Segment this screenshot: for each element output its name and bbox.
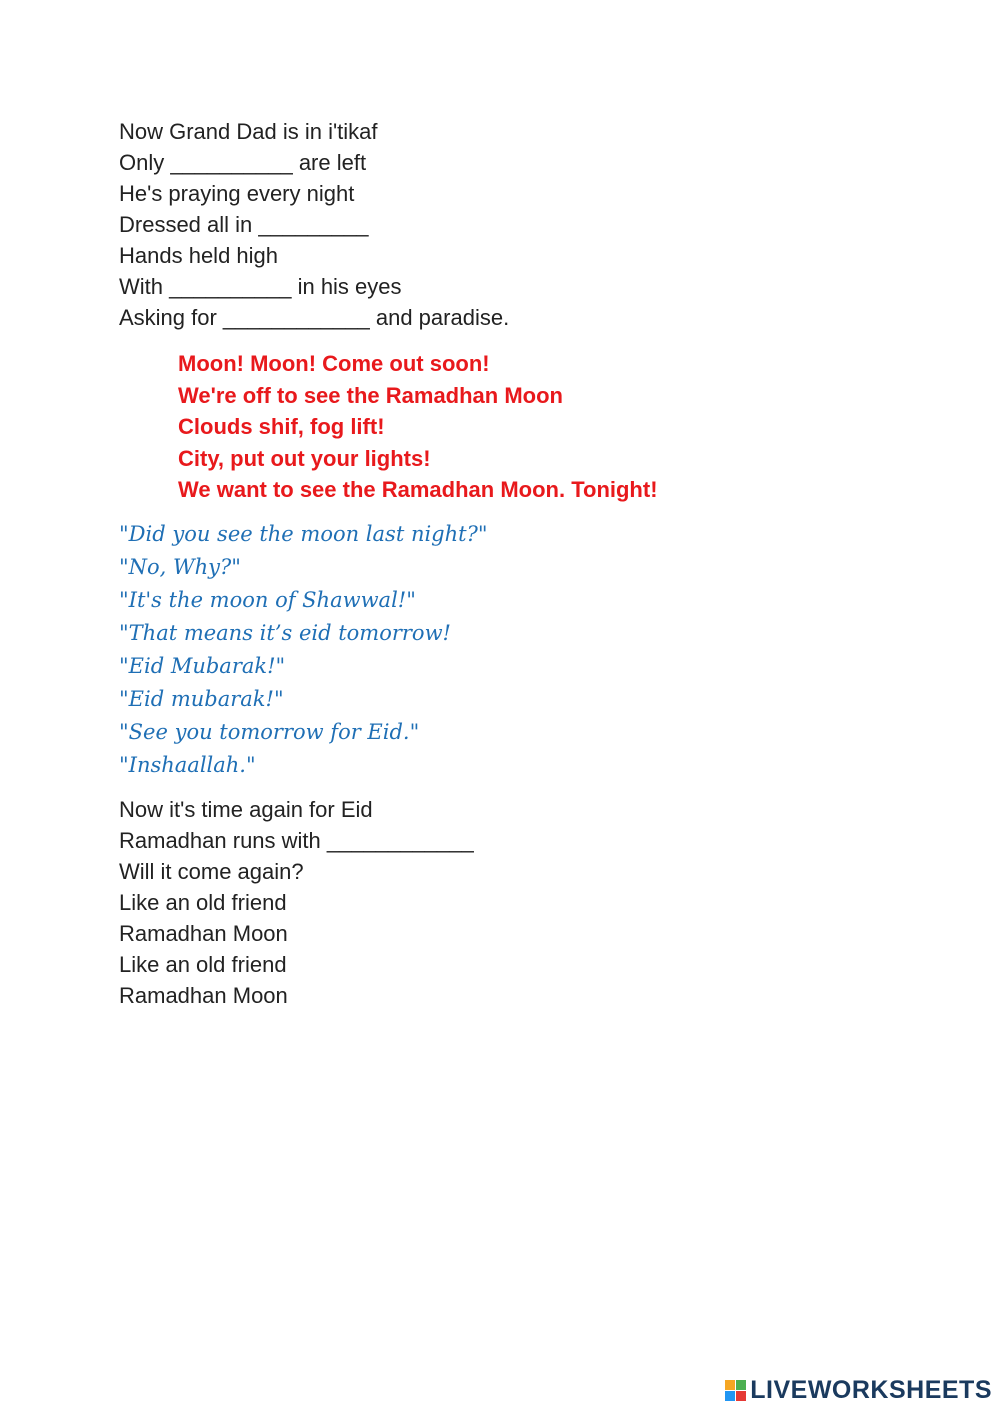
verse-line: Will it come again?	[119, 859, 304, 884]
dialogue	[119, 518, 488, 782]
verse-line: Now it's time again for Eid	[119, 797, 373, 822]
verse-2	[119, 794, 474, 1011]
verse-line: Like an old friend	[119, 952, 287, 977]
logo-square	[725, 1391, 735, 1401]
verse-line: Ramadhan Moon	[119, 983, 288, 1008]
liveworksheets-brand	[725, 1376, 992, 1405]
dialogue-line: "Eid mubarak!"	[119, 687, 284, 711]
logo-square	[736, 1391, 746, 1401]
liveworksheets-logo-icon	[725, 1380, 746, 1401]
chorus-line: Clouds shif, fog lift!	[178, 414, 385, 439]
verse-line-blank: Only __________ are left	[119, 150, 367, 175]
verse-1	[119, 116, 509, 333]
logo-square	[736, 1380, 746, 1390]
verse-line: Now Grand Dad is in i'tikaf	[119, 119, 378, 144]
verse-line: Like an old friend	[119, 890, 287, 915]
brand-text: LIVEWORKSHEETS	[750, 1376, 992, 1404]
verse-line-blank: With __________ in his eyes	[119, 274, 402, 299]
verse-line: He's praying every night	[119, 181, 355, 206]
chorus-line: We're off to see the Ramadhan Moon	[178, 382, 563, 408]
dialogue-line: "See you tomorrow for Eid."	[119, 720, 420, 744]
chorus-line: Moon! Moon! Come out soon!	[178, 351, 490, 376]
verse-line-blank: Ramadhan runs with ____________	[119, 828, 474, 853]
verse-line-blank: Asking for ____________ and paradise.	[119, 305, 510, 330]
dialogue-line: "No, Why?"	[119, 555, 241, 579]
verse-line: Ramadhan Moon	[119, 921, 288, 946]
dialogue-line: "Did you see the moon last night?"	[119, 522, 488, 546]
chorus-line: City, put out your lights!	[178, 445, 431, 471]
logo-square	[725, 1380, 735, 1390]
verse-line: Hands held high	[119, 243, 279, 268]
verse-line-blank: Dressed all in _________	[119, 212, 369, 237]
chorus	[178, 348, 658, 506]
dialogue-line: "It's the moon of Shawwal!"	[119, 588, 416, 612]
chorus-line: We want to see the Ramadhan Moon. Tonight!	[178, 477, 658, 502]
dialogue-line: "That means it’s eid tomorrow!	[119, 621, 451, 645]
dialogue-line: "Inshaallah."	[119, 753, 256, 777]
dialogue-line: "Eid Mubarak!"	[119, 654, 286, 678]
